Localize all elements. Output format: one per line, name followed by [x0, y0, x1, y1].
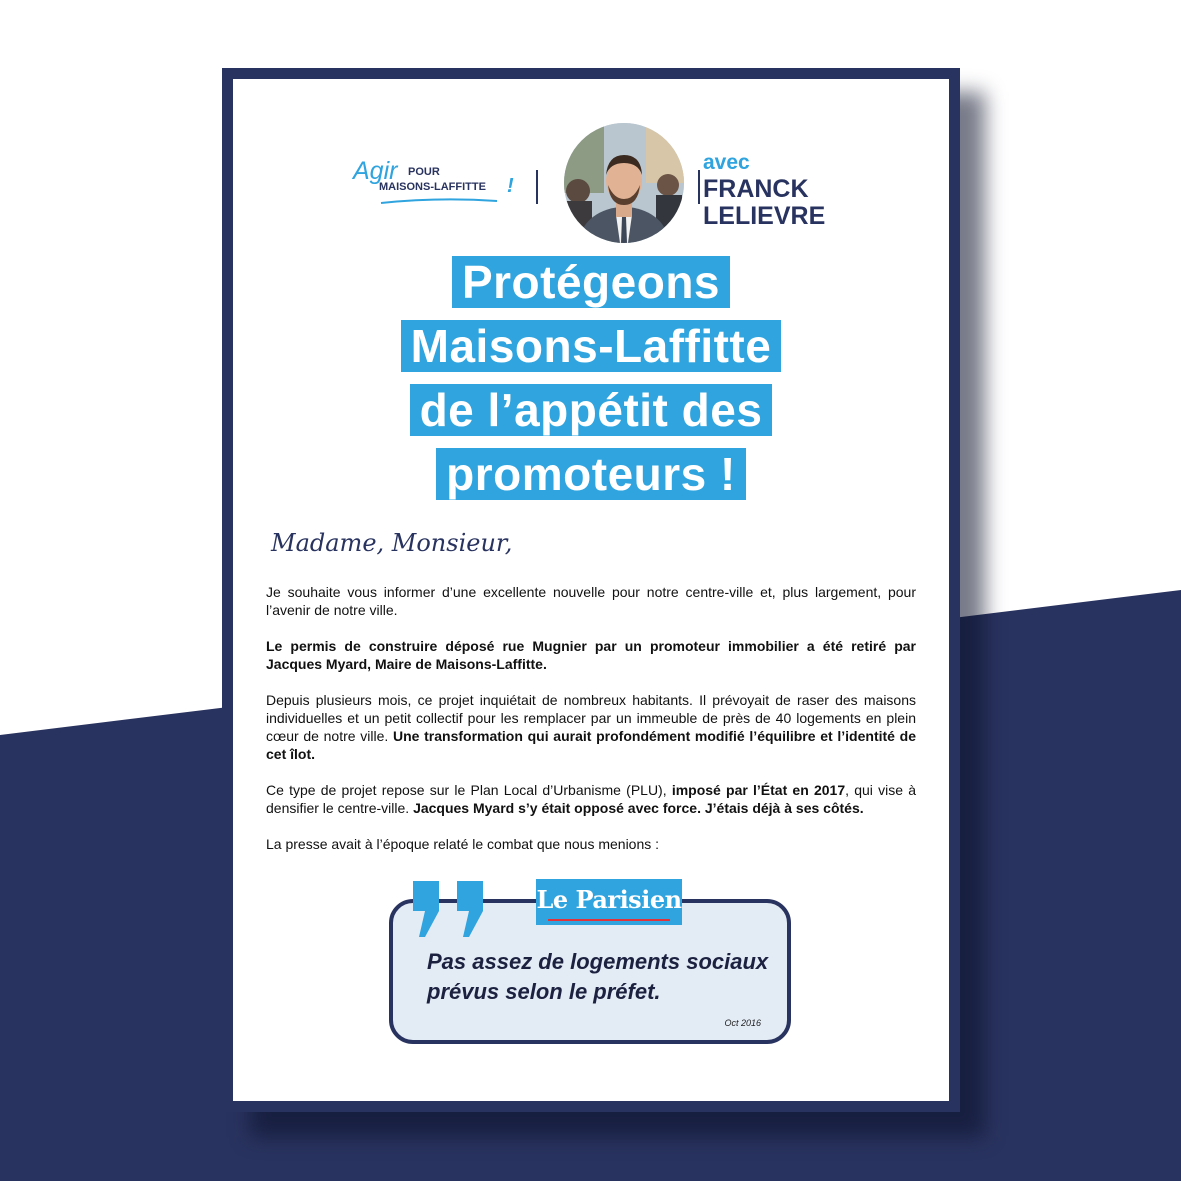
le-parisien-name: Le Parisien	[536, 885, 682, 914]
paragraph-5: La presse avait à l’époque relaté le combat que nous menions :	[266, 836, 660, 852]
quote-marks-icon-2	[457, 881, 537, 937]
paragraph-4	[266, 781, 916, 817]
headline-line-1: Protégeons	[233, 256, 949, 308]
candidate-portrait-icon	[564, 123, 684, 243]
headline-line-3: de l’appétit des	[233, 384, 949, 436]
paragraph-2-bold: Le permis de construire déposé rue Mugnier par un promoteur immobilier a été retiré par Jacques Myard, Maire de Maisons-Laffitte.	[266, 638, 916, 672]
press-quote-text: Pas assez de logements sociaux prévus selon le préfet.	[427, 949, 769, 1004]
logo-swoosh-icon	[379, 196, 499, 206]
paragraph-4-bold-b: Jacques Myard s’y était opposé avec force. J’étais déjà à ses côtés.	[413, 800, 864, 816]
candidate-photo	[564, 123, 684, 243]
paragraph-3-bold: Une transformation qui aurait profondément modifié l’équilibre et l’identité de cet îlot.	[266, 728, 916, 762]
agir-logo	[353, 152, 528, 212]
paragraph-3	[266, 691, 916, 763]
paragraph-1: Je souhaite vous informer d’une excellente nouvelle pour notre centre-ville et, plus largement, pour l’avenir de notre ville.	[266, 584, 916, 618]
paragraph-3-text: Depuis plusieurs mois, ce projet inquiétait de nombreux habitants. Il prévoyait de raser des maisons individuelles et un petit collectif pour les remplacer par un immeuble de près de 40 logements en plein cœur de notre ville.	[266, 692, 916, 744]
headline-line-4: promoteurs !	[233, 448, 949, 500]
le-parisien-underline	[548, 919, 670, 921]
headline-line-2: Maisons-Laffitte	[233, 320, 949, 372]
header-divider-left	[536, 170, 538, 204]
paragraph-4-text-a: Ce type de projet repose sur le Plan Local d’Urbanisme (PLU),	[266, 782, 672, 798]
logo-exclamation: !	[507, 175, 514, 197]
logo-pour-word: POUR	[408, 166, 440, 178]
paragraph-4-text-b: , qui vise à densifier le centre-ville.	[266, 782, 916, 816]
paragraph-4-bold-a: imposé par l’État en 2017	[671, 782, 846, 798]
candidate-avec: avec	[703, 151, 750, 174]
logo-city-name: MAISONS-LAFFITTE	[379, 181, 486, 193]
press-quote-date: Oct 2016	[724, 1018, 761, 1028]
handwritten-greeting: Madame, Monsieur,	[271, 529, 513, 557]
le-parisien-logo	[536, 879, 682, 925]
candidate-last-name: LELIEVRE	[703, 202, 826, 230]
paragraph-2	[266, 637, 916, 673]
header-divider-right	[698, 170, 700, 204]
logo-agir-word: Agir	[353, 157, 398, 185]
leaflet-page	[222, 68, 960, 1112]
candidate-first-name: FRANCK	[703, 175, 809, 203]
